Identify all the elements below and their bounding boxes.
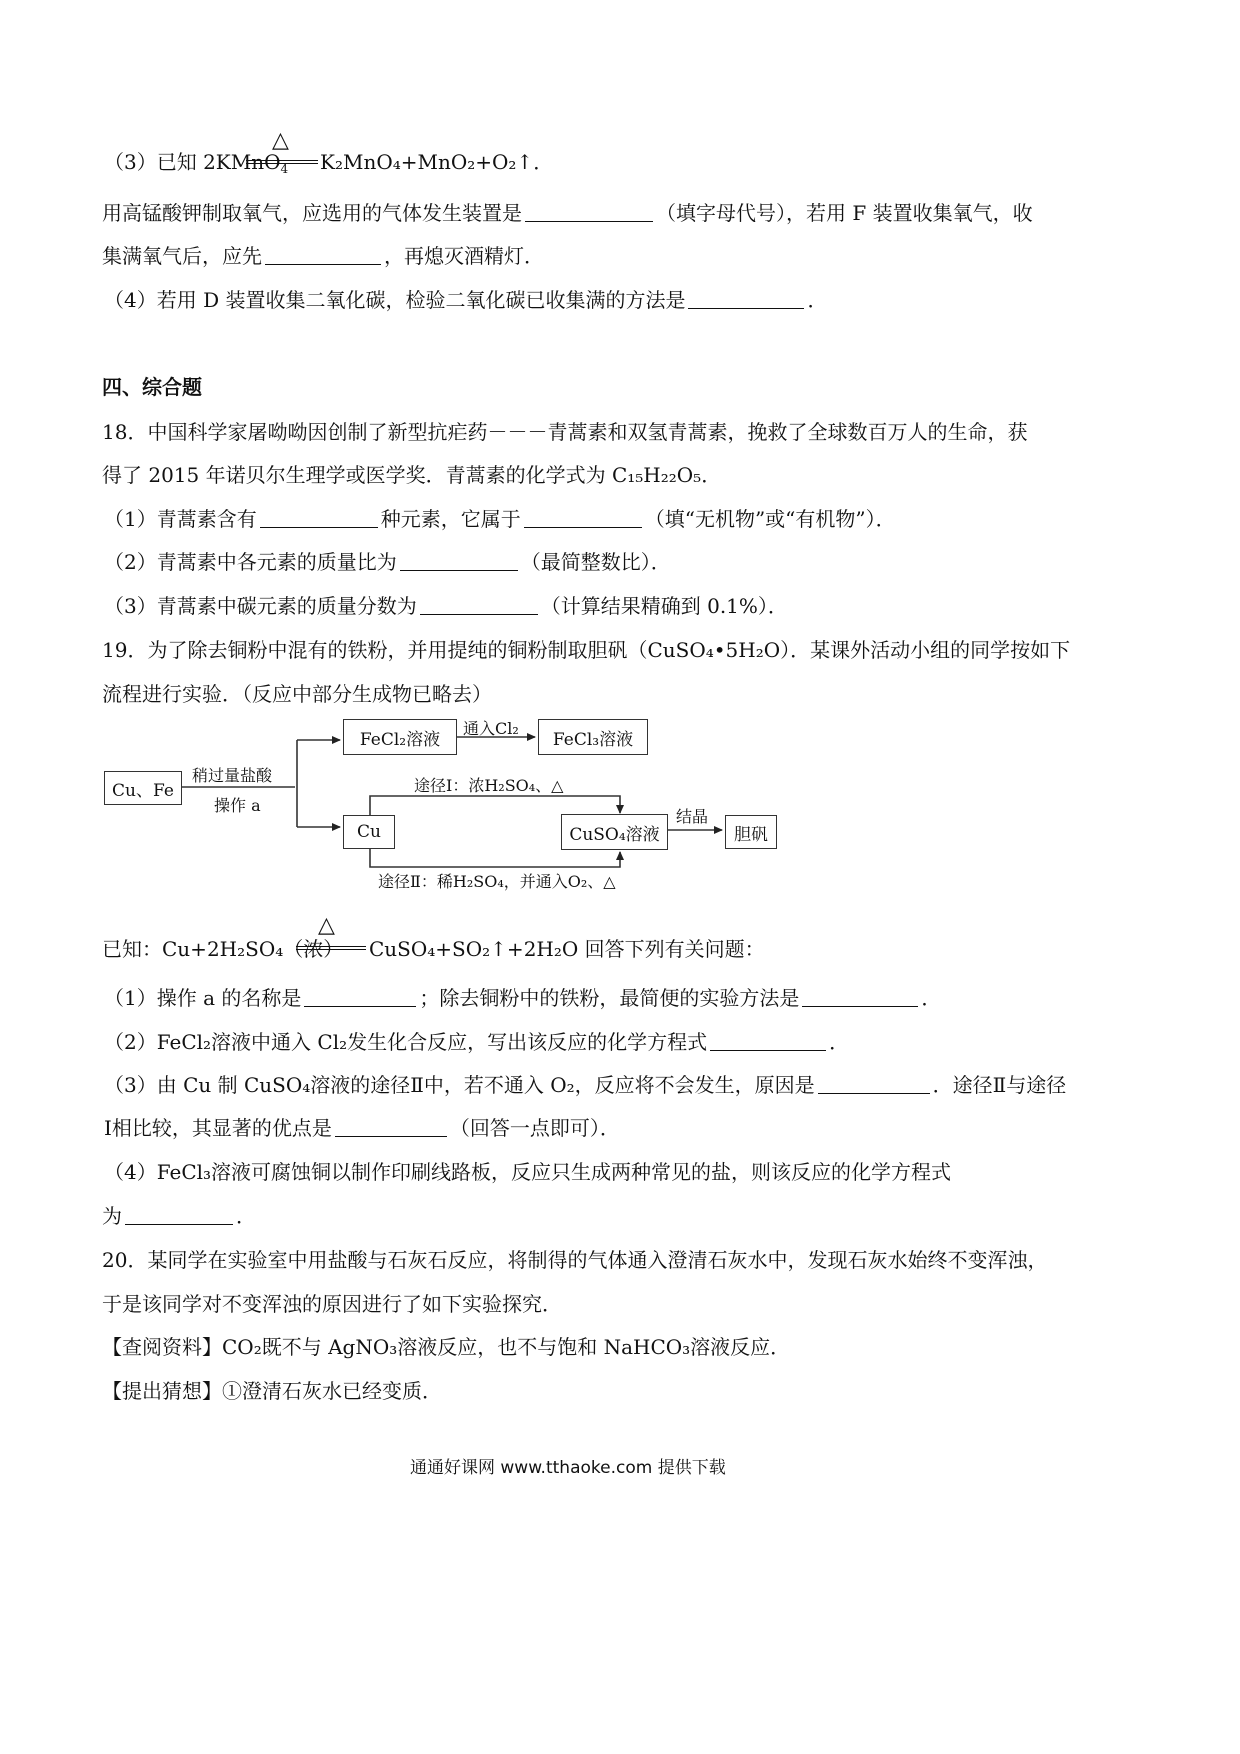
q17-line2: 用高锰酸钾制取氧气，应选用的气体发生装置是 （填字母代号），若用 F 装置收集氧气，收 (102, 201, 1033, 225)
q17-line3: 集满氧气后，应先 ，再熄灭酒精灯． (102, 244, 544, 268)
q19-line2: 流程进行实验．（反应中部分生成物已略去） (102, 682, 492, 706)
q18-line1: 18．中国科学家屠呦呦因创制了新型抗疟药－－－青蒿素和双氢青蒿素，挽救了全球数百万人的生命，获 (102, 420, 1028, 444)
flow-label-route2: 途径Ⅱ：稀H₂SO₄，并通入O₂、△ (378, 872, 616, 891)
answer-blank[interactable] (802, 988, 918, 1007)
flow-node-fecl2: FeCl₂溶液 (343, 719, 457, 755)
flow-label-hcl: 稍过量盐酸 (192, 766, 273, 785)
section-title: 四、综合题 (102, 375, 202, 399)
answer-blank[interactable] (400, 552, 518, 571)
answer-blank[interactable] (818, 1075, 930, 1094)
answer-blank[interactable] (265, 246, 381, 265)
q20-line4: 【提出猜想】①澄清石灰水已经变质． (102, 1379, 442, 1403)
q19-part3: （3）由 Cu 制 CuSO₄溶液的途径Ⅱ中，若不通入 O₂，反应将不会发生，原因是 ．途径Ⅱ与途径 (104, 1073, 1067, 1097)
q17-part4: （4）若用 D 装置收集二氧化碳，检验二氧化碳已收集满的方法是 ． (104, 288, 828, 312)
answer-blank[interactable] (125, 1206, 233, 1225)
q19-part3-continued: Ⅰ相比较，其显著的优点是 （回答一点即可）． (104, 1116, 620, 1140)
q20-line2: 于是该同学对不变浑浊的原因进行了如下实验探究． (102, 1292, 562, 1316)
flow-label-operation-a: 操作 a (214, 796, 261, 815)
q19-part4: （4）FeCl₃溶液可腐蚀铜以制作印刷线路板，反应只生成两种常见的盐，则该反应的化学方程式 (104, 1160, 952, 1184)
heating-condition-symbol: △ (272, 128, 289, 153)
flow-node-danfan: 胆矾 (725, 815, 777, 849)
answer-blank[interactable] (525, 203, 653, 222)
answer-blank[interactable] (524, 509, 642, 528)
q17-part3-products: K₂MnO₄+MnO₂+O₂↑． (320, 150, 554, 174)
route2-arrow (370, 846, 620, 867)
answer-blank[interactable] (260, 509, 378, 528)
q18-part3: （3）青蒿素中碳元素的质量分数为 （计算结果精确到 0.1%）． (104, 594, 788, 618)
q19-known-reaction: 已知：Cu+2H₂SO₄（浓） (102, 937, 344, 961)
q19-part2: （2）FeCl₂溶液中通入 Cl₂发生化合反应，写出该反应的化学方程式 ． (104, 1030, 850, 1054)
q19-known-products: CuSO₄+SO₂↑+2H₂O 回答下列有关问题： (369, 937, 765, 961)
q20-line3: 【查阅资料】CO₂既不与 AgNO₃溶液反应，也不与饱和 NaHCO₃溶液反应． (102, 1335, 791, 1359)
answer-blank[interactable] (335, 1118, 447, 1137)
q17-part3: （3）已知 2KMnO$_4$ (104, 150, 289, 176)
flow-node-cu: Cu (343, 815, 395, 849)
route1-arrow (370, 796, 620, 815)
equation-equals-bar (246, 160, 318, 164)
answer-blank[interactable] (304, 988, 416, 1007)
answer-blank[interactable] (688, 290, 804, 309)
answer-blank[interactable] (420, 596, 538, 615)
flow-label-cl2: 通入Cl₂ (463, 719, 519, 738)
equation-equals-bar (296, 946, 366, 950)
page-footer: 通通好课网 www.tthaoke.com 提供下载 (410, 1458, 726, 1478)
q19-line1: 19．为了除去铜粉中混有的铁粉，并用提纯的铜粉制取胆矾（CuSO₄•5H₂O）．某课外活动小组的同学按如下 (102, 638, 1071, 662)
flow-node-cuso4: CuSO₄溶液 (561, 814, 668, 850)
flow-label-route1: 途径Ⅰ：浓H₂SO₄、△ (414, 776, 564, 795)
flow-node-cu-fe: Cu、Fe (104, 771, 182, 805)
q19-part1: （1）操作 a 的名称是 ；除去铜粉中的铁粉，最简便的实验方法是 ． (104, 986, 942, 1010)
q20-line1: 20．某同学在实验室中用盐酸与石灰石反应，将制得的气体通入澄清石灰水中，发现石灰水始终不变浑浊， (102, 1248, 1048, 1272)
heating-condition-symbol: △ (318, 913, 335, 938)
q18-line2: 得了 2015 年诺贝尔生理学或医学奖．青蒿素的化学式为 C₁₅H₂₂O₅． (102, 463, 722, 487)
flow-label-crystallize: 结晶 (676, 807, 709, 826)
q18-part2: （2）青蒿素中各元素的质量比为 （最简整数比）． (104, 550, 671, 574)
q19-part4-continued: 为 ． (102, 1204, 256, 1228)
flow-node-fecl3: FeCl₃溶液 (538, 719, 648, 755)
q18-part1: （1）青蒿素含有 种元素，它属于 （填“无机物”或“有机物”）． (104, 507, 896, 531)
answer-blank[interactable] (710, 1032, 826, 1051)
